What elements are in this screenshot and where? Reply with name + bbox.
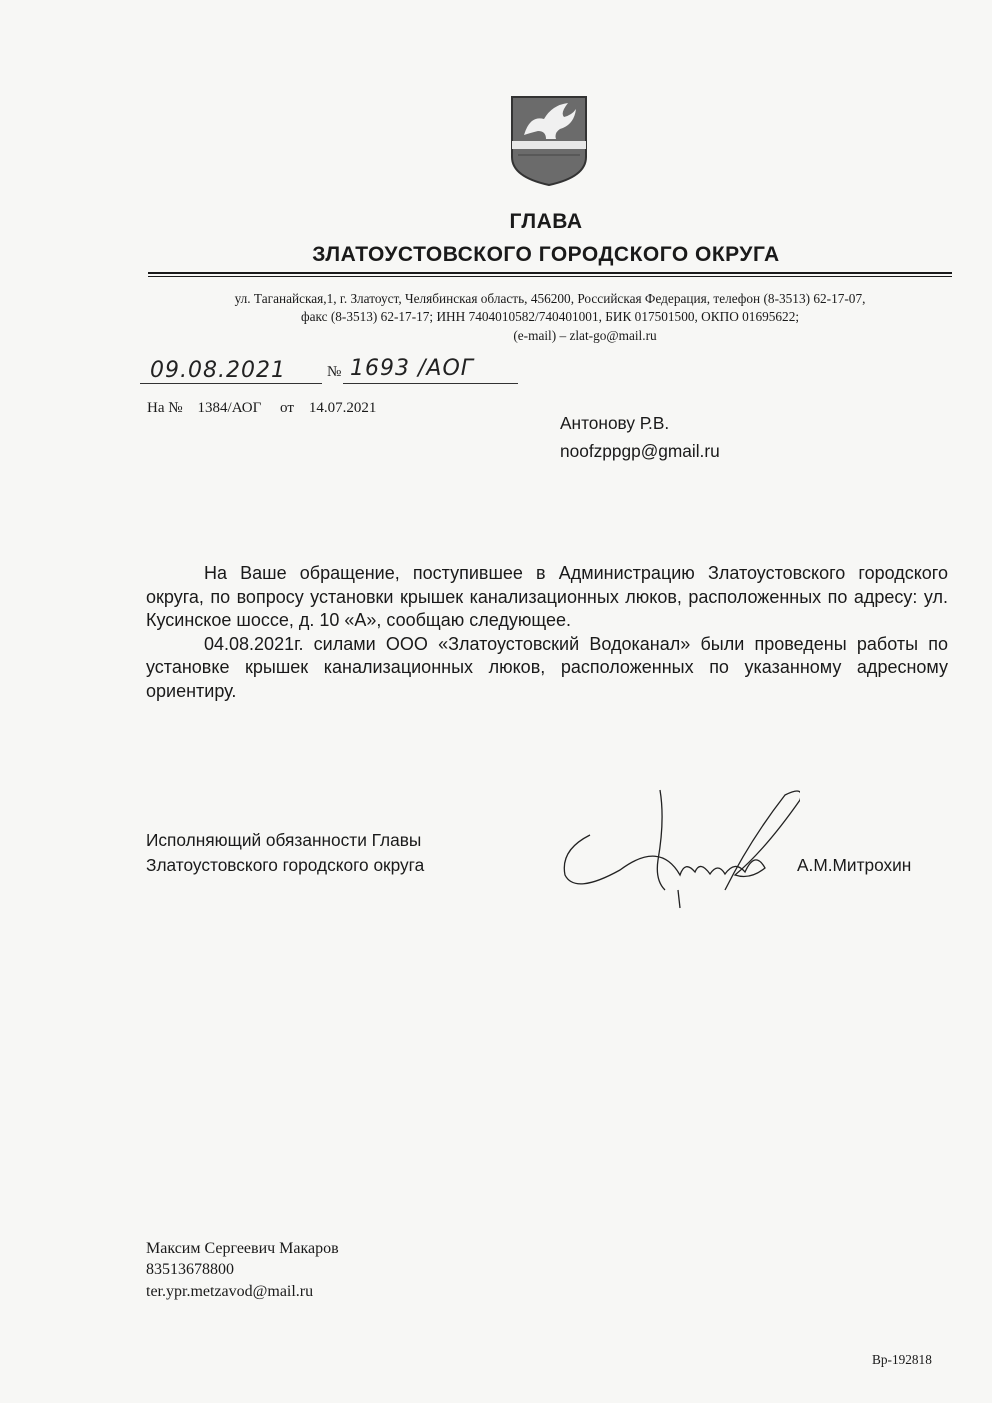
document-title-line2: ЗЛАТОУСТОВСКОГО ГОРОДСКОГО ОКРУГА: [312, 243, 780, 266]
reference-line: На № 1384/АОГ от 14.07.2021: [147, 400, 377, 416]
executor-email: ter.ypr.metzavod@mail.ru: [146, 1283, 314, 1300]
executor-name: Максим Сергеевич Макаров: [146, 1240, 339, 1257]
signatory-title-line1: Исполняющий обязанности Главы: [146, 830, 422, 850]
header-divider: [148, 272, 952, 274]
signatory-name: А.М.Митрохин: [797, 855, 912, 875]
document-id: Вр-192818: [872, 1352, 932, 1367]
registration-number: 1693 /АОГ: [350, 356, 475, 381]
contact-address: ул. Таганайская,1, г. Златоуст, Челябинская область, 456200, Российская Федерация, телефон (8-3513) 62-17-07,: [234, 291, 866, 306]
body-paragraph-2: 04.08.2021г. силами ООО «Златоустовский Водоканал» были проведены работы по установке крышек канализационных люков, расположенных по указанному адресному ориентиру.: [146, 633, 948, 701]
registration-date-underline: [140, 383, 322, 384]
registration-number-underline: [343, 383, 518, 384]
addressee-email: noofzppgp@gmail.ru: [560, 441, 720, 461]
executor-phone: 83513678800: [146, 1261, 234, 1278]
document-title-line1: ГЛАВА: [509, 210, 583, 233]
city-coat-of-arms-icon: [510, 95, 588, 187]
addressee-name: Антонову Р.В.: [560, 413, 670, 433]
letter-body: [146, 562, 948, 703]
header-divider-thin: [148, 276, 952, 277]
body-paragraph-1: На Ваше обращение, поступившее в Администрацию Златоустовского городского округа, по вопросу установки крышек канализационных люков, расположенных по адресу: ул. Кусинское шоссе, д. 10 «А», сообщаю следующее.: [146, 563, 948, 630]
handwritten-signature-icon: [560, 780, 800, 915]
contact-email: (e-mail) – zlat-go@mail.ru: [513, 328, 657, 343]
contact-fax-details: факс (8-3513) 62-17-17; ИНН 7404010582/740401001, БИК 017501500, ОКПО 01695622;: [300, 309, 800, 324]
signatory-title-line2: Златоустовского городского округа: [146, 855, 425, 875]
registration-number-label: №: [327, 364, 342, 380]
registration-date: 09.08.2021: [150, 358, 286, 383]
